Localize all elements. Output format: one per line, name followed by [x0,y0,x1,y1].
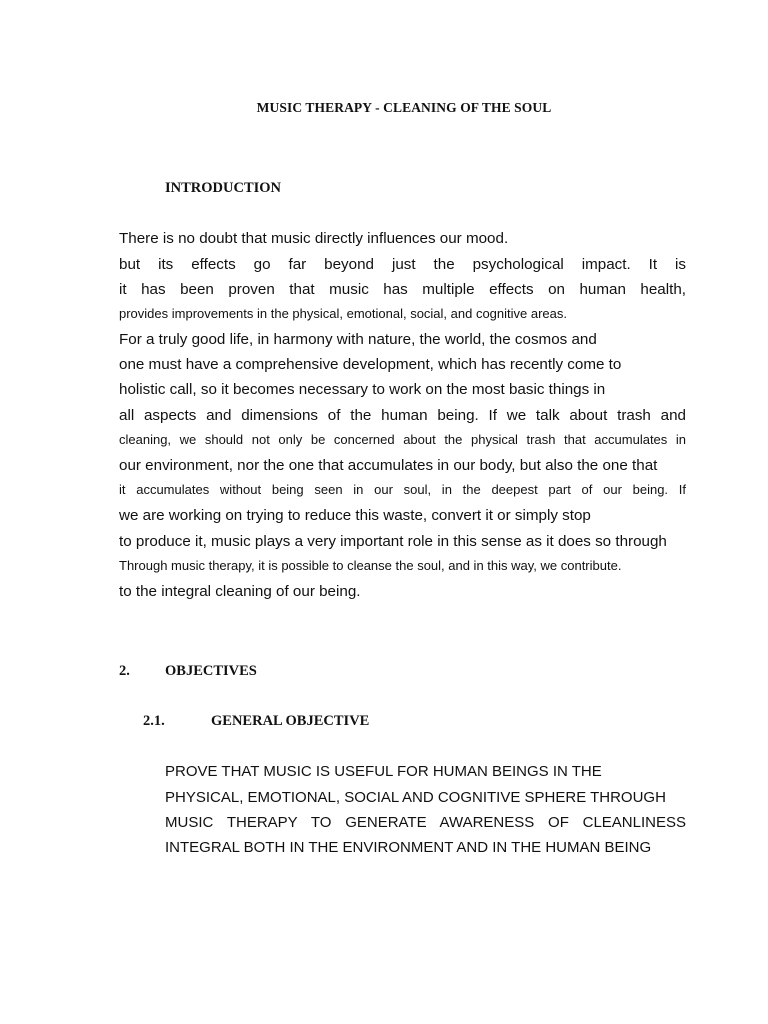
general-objective-heading: GENERAL OBJECTIVE [211,713,370,729]
intro-line: to produce it, music plays a very important role in this sense as it does so through [119,533,667,550]
objective-line: INTEGRAL BOTH IN THE ENVIRONMENT AND IN THE HUMAN BEING [165,839,652,856]
intro-line: all aspects and dimensions of the human being. If we talk about trash and [119,407,686,424]
intro-line: There is no doubt that music directly influences our mood. [119,230,509,247]
intro-line: it accumulates without being seen in our soul, in the deepest part of our being. If [119,482,686,497]
objective-line: MUSIC THERAPY TO GENERATE AWARENESS OF CLEANLINESS [165,814,686,831]
intro-line: it has been proven that music has multiple effects on human health, [119,281,686,298]
document-title: MUSIC THERAPY - CLEANING OF THE SOUL [256,100,552,115]
objectives-heading: OBJECTIVES [165,663,257,679]
intro-line: provides improvements in the physical, emotional, social, and cognitive areas. [119,306,568,321]
intro-line: our environment, nor the one that accumulates in our body, but also the one that [119,457,658,474]
intro-line: holistic call, so it becomes necessary to work on the most basic things in [119,381,606,398]
intro-line: Through music therapy, it is possible to cleanse the soul, and in this way, we contribute. [119,558,622,573]
intro-line: one must have a comprehensive development, which has recently come to [119,356,622,373]
intro-line: we are working on trying to reduce this waste, convert it or simply stop [119,507,591,524]
intro-line: For a truly good life, in harmony with nature, the world, the cosmos and [119,331,597,348]
section-number: 2. [119,663,130,679]
intro-line: but its effects go far beyond just the psychological impact. It is [119,256,686,273]
objective-line: PROVE THAT MUSIC IS USEFUL FOR HUMAN BEINGS IN THE [165,763,602,780]
intro-line: cleaning, we should not only be concerned about the physical trash that accumulates in [119,432,686,447]
subsection-number: 2.1. [143,713,165,729]
introduction-heading: INTRODUCTION [165,180,282,196]
intro-line: to the integral cleaning of our being. [119,583,361,600]
objective-line: PHYSICAL, EMOTIONAL, SOCIAL AND COGNITIVE SPHERE THROUGH [165,789,666,806]
